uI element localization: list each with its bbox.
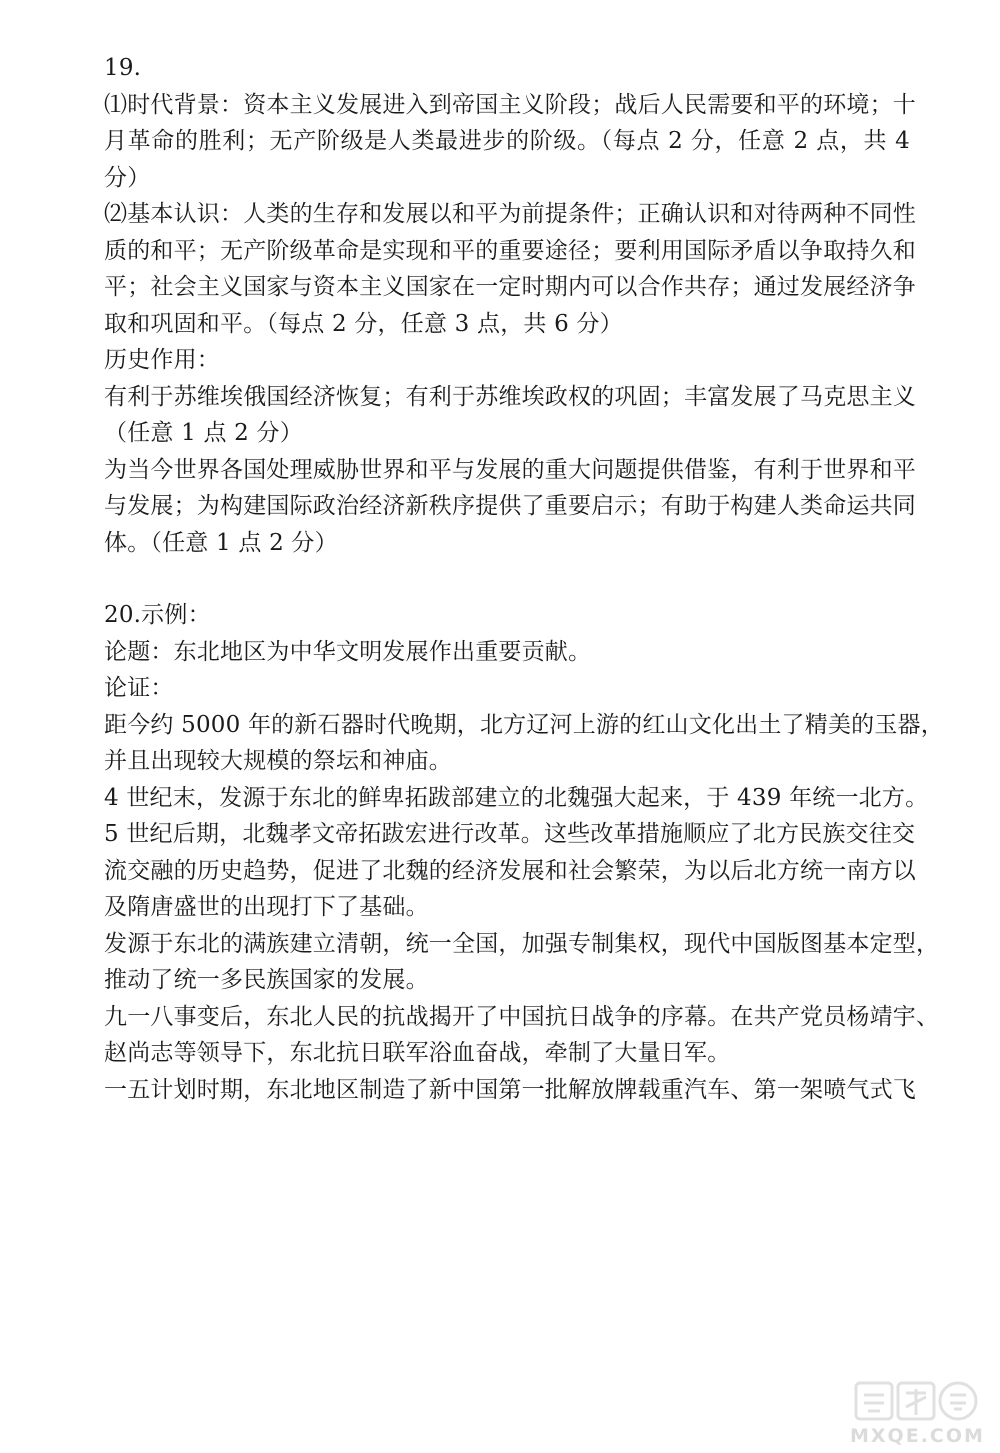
q20-paragraph-line: 流交融的历史趋势，促进了北魏的经济发展和社会繁荣，为以后北方统一南方以 <box>104 857 916 884</box>
q19-part1-line: 月革命的胜利；无产阶级是人类最进步的阶级。（每点 2 分，任意 2 点，共 4 <box>104 128 910 154</box>
q20-paragraph-line: 距今约 5000 年的新石器时代晚期，北方辽河上游的红山文化出土了精美的玉器， <box>104 711 944 738</box>
q19-role1-line: （任意 1 点 2 分） <box>104 420 303 446</box>
q20-paragraph-line: 及隋唐盛世的出现打下了基础。 <box>104 894 429 920</box>
q20-paragraph-line: 发源于东北的满族建立清朝，统一全国，加强专制集权，现代中国版图基本定型， <box>104 930 940 957</box>
q19-part2-line: 取和巩固和平。（每点 2 分，任意 3 点，共 6 分） <box>104 310 623 337</box>
q19-part2-line: 质的和平；无产阶级革命是实现和平的重要途径；要利用国际矛盾以争取持久和 <box>104 237 916 264</box>
watermark-text: MXQE.COM <box>850 1425 985 1447</box>
question-20-number: 20.示例： <box>104 602 211 628</box>
q19-role2-line: 为当今世界各国处理威胁世界和平与发展的重大问题提供借鉴，有利于世界和平 <box>104 456 916 483</box>
q20-paragraph-line: 赵尚志等领导下，东北抗日联军浴血奋战，牵制了大量日军。 <box>104 1040 731 1066</box>
q20-paragraph-line: 九一八事变后，东北人民的抗战揭开了中国抗日战争的序幕。在共产党员杨靖宇、 <box>104 1003 940 1030</box>
q19-role-heading: 历史作用： <box>104 347 220 373</box>
q19-role2-line: 与发展；为构建国际政治经济新秩序提供了重要启示；有助于构建人类命运共同 <box>104 493 916 519</box>
q19-role2-line: 体。（任意 1 点 2 分） <box>104 529 338 556</box>
document-page <box>104 50 944 1108</box>
watermark <box>850 1377 985 1447</box>
q19-part1-line: ⑴时代背景：资本主义发展进入到帝国主义阶段；战后人民需要和平的环境；十 <box>104 91 916 118</box>
q20-paragraph-line: 推动了统一多民族国家的发展。 <box>104 967 429 993</box>
q20-topic: 论题：东北地区为中华文明发展作出重要贡献。 <box>104 638 592 665</box>
answer-circle-logo-icon <box>850 1377 980 1427</box>
q20-paragraph-line: 5 世纪后期，北魏孝文帝拓跋宏进行改革。这些改革措施顺应了北方民族交往交 <box>104 821 916 847</box>
q20-paragraph-line: 4 世纪末，发源于东北的鲜卑拓跋部建立的北魏强大起来，于 439 年统一北方。 <box>104 784 929 811</box>
q19-part2-line: 平；社会主义国家与资本主义国家在一定时期内可以合作共存；通过发展经济争 <box>104 274 916 300</box>
q20-paragraph-line: 并且出现较大规模的祭坛和神庙。 <box>104 748 452 774</box>
q19-part2-line: ⑵基本认识：人类的生存和发展以和平为前提条件；正确认识和对待两种不同性 <box>104 201 916 227</box>
q19-role1-line: 有利于苏维埃俄国经济恢复；有利于苏维埃政权的巩固；丰富发展了马克思主义 <box>104 383 916 410</box>
question-19-number: 19. <box>104 55 142 81</box>
q20-argument-heading: 论证： <box>104 675 174 701</box>
q19-part1-line: 分） <box>104 164 151 191</box>
q20-paragraph-line: 一五计划时期，东北地区制造了新中国第一批解放牌载重汽车、第一架喷气式飞 <box>104 1076 916 1103</box>
section-gap <box>104 561 910 597</box>
